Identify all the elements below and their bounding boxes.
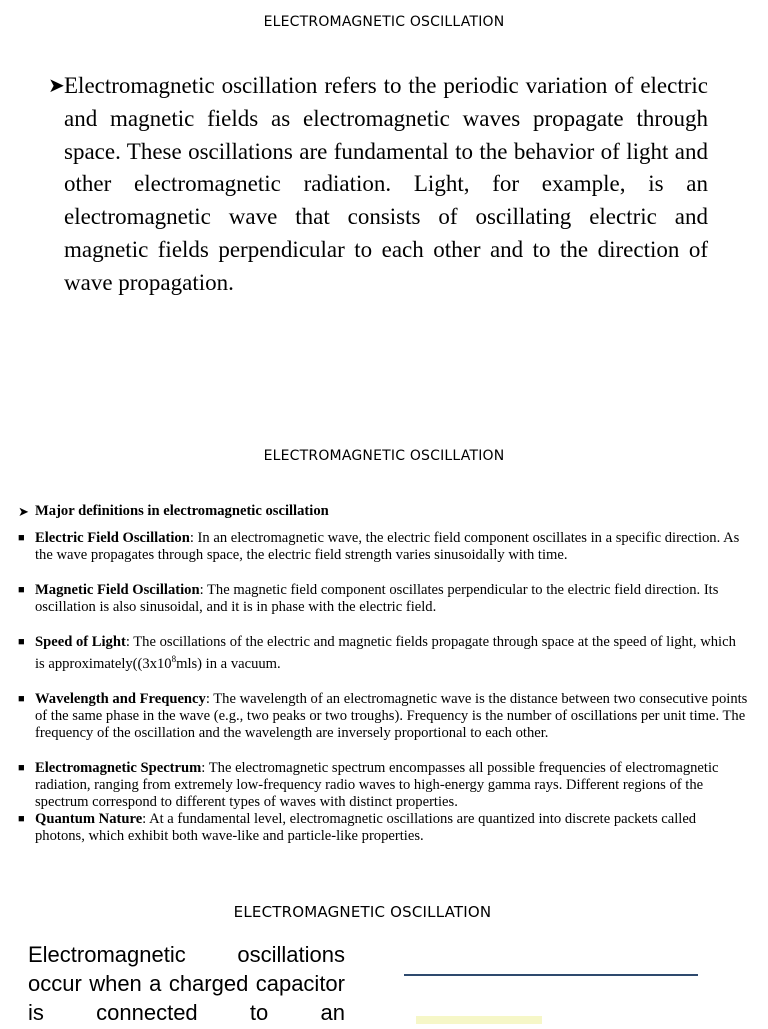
square-bullet-icon: ■	[18, 636, 25, 648]
square-bullet-icon: ■	[18, 812, 25, 825]
circuit-figure	[402, 940, 702, 1024]
slide3-title: ELECTROMAGNETIC OSCILLATION	[233, 903, 492, 921]
definition-item	[18, 691, 748, 742]
arrow-bullet-icon: ➤	[18, 504, 29, 519]
square-bullet-icon: ■	[18, 584, 25, 596]
definitions-heading	[18, 503, 748, 520]
definition-term: Wavelength and Frequency	[35, 690, 206, 707]
definition-text: : The oscillations of the electric and magnetic fields propagate through space at the speed of light, which is approximately((3x10	[35, 634, 736, 672]
square-bullet-icon: ■	[18, 692, 25, 705]
slide1-paragraph-block	[48, 70, 708, 300]
definitions-heading-text: Major definitions in electromagnetic oscillation	[35, 503, 329, 519]
definition-item	[18, 760, 748, 811]
definition-text-end: mls) in a vacuum.	[176, 655, 281, 672]
definition-term: Electromagnetic Spectrum	[35, 759, 202, 776]
definition-item	[18, 811, 748, 845]
definition-term: Speed of Light	[35, 634, 126, 650]
slide1-title: ELECTROMAGNETIC OSCILLATION	[263, 14, 505, 30]
slide1-paragraph: Electromagnetic oscillation refers to the periodic variation of electric and magnetic fields as electromagnetic waves propagate through space. These oscillations are fundamental to the behavior of light and other electromagnetic radiation. Light, for example, is an electromagnetic wave that consists of oscillating electric and magnetic fields perpendicular to each other and to the direction of wave propagation.	[64, 73, 708, 295]
definition-text: : The magnetic field component oscillates perpendicular to the electric field direction. Its oscillation is also sinusoidal, and it is in phase with the electric field.	[35, 582, 719, 615]
definition-text: : In an electromagnetic wave, the electric field component oscillates in a specific direction. As the wave propagates through space, the electric field strength varies sinusoidally with time.	[35, 530, 740, 563]
circuit-diagram-graphic	[402, 940, 702, 1024]
square-bullet-icon: ■	[18, 761, 25, 774]
slide2-definitions	[18, 503, 748, 845]
definition-text: : At a fundamental level, electromagnetic oscillations are quantized into discrete packets called photons, which exhibit both wave-like and particle-like properties.	[35, 810, 697, 844]
superscript-exponent: 8	[171, 654, 177, 664]
definition-term: Quantum Nature	[35, 810, 143, 827]
slide3-paragraph: Electromagnetic oscillations occur when a charged capacitor is connected to an	[28, 942, 345, 1025]
definition-item	[18, 582, 748, 616]
slide2-title: ELECTROMAGNETIC OSCILLATION	[263, 448, 505, 464]
definition-item	[18, 634, 748, 673]
arrow-bullet-icon: ➤	[48, 75, 65, 97]
definition-item	[18, 530, 748, 564]
definition-text: : The wavelength of an electromagnetic wave is the distance between two consecutive points of the same phase in the wave (e.g., two peaks or two troughs). Frequency is the number of oscillations per unit time. The frequency of the oscillation and the wavelength are inversely proportional to each other.	[35, 690, 748, 741]
square-bullet-icon: ■	[18, 532, 25, 544]
definition-term: Magnetic Field Oscillation	[35, 582, 200, 598]
highlight-bar	[416, 1016, 542, 1024]
definition-text: : The electromagnetic spectrum encompasses all possible frequencies of electromagnetic radiation, ranging from extremely low-frequency radio waves to high-energy gamma rays. Different regions of the spectrum correspond to different types of waves with distinct properties.	[35, 759, 719, 810]
definition-term: Electric Field Oscillation	[35, 530, 190, 546]
